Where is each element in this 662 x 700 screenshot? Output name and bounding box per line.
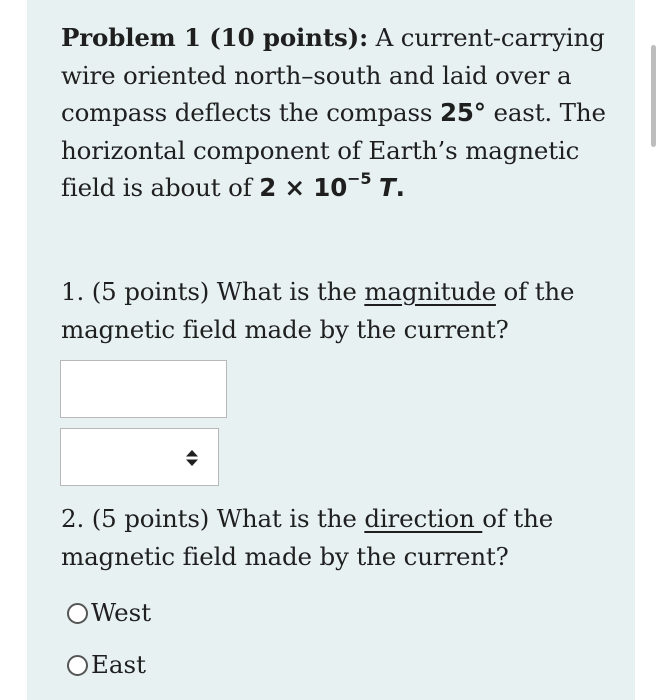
deflection-angle: 25°: [439, 98, 486, 127]
question-1-prefix: 1. (5 points) What is the: [61, 277, 365, 306]
radio-option-west[interactable]: [67, 598, 151, 628]
question-2: [61, 500, 621, 575]
question-1-suffix: of the magnetic field made by the current?: [61, 277, 575, 344]
question-2-prefix: 2. (5 points) What is the: [61, 504, 365, 533]
question-2-suffix: of the magnetic field made by the current?: [61, 504, 554, 571]
unit-select[interactable]: [60, 428, 219, 486]
radio-label: West: [91, 598, 152, 627]
up-down-arrows-icon: [185, 450, 199, 466]
radio-label: East: [91, 650, 146, 679]
problem-text-1: A current-carrying wire oriented north–south and laid over a compass deflects the compass: [61, 23, 605, 127]
field-exponent: −5: [347, 169, 372, 188]
problem-text-2: east. The horizontal component of Earth’s magnetic field is about of: [61, 98, 606, 202]
radio-button[interactable]: [67, 603, 88, 624]
question-1-emphasis: magnitude: [364, 277, 496, 306]
field-unit: T: [379, 173, 396, 202]
magnitude-answer-input[interactable]: [60, 360, 227, 418]
problem-heading: Problem 1 (10 points):: [61, 23, 368, 52]
problem-statement: [61, 19, 621, 210]
radio-option-east[interactable]: [67, 650, 146, 680]
problem-end: .: [395, 173, 405, 202]
radio-button[interactable]: [67, 655, 88, 676]
question-1: [61, 273, 621, 348]
field-coefficient: 2 × 10: [259, 173, 348, 202]
scrollbar-thumb[interactable]: [651, 45, 656, 147]
question-2-emphasis: direction: [364, 504, 483, 533]
